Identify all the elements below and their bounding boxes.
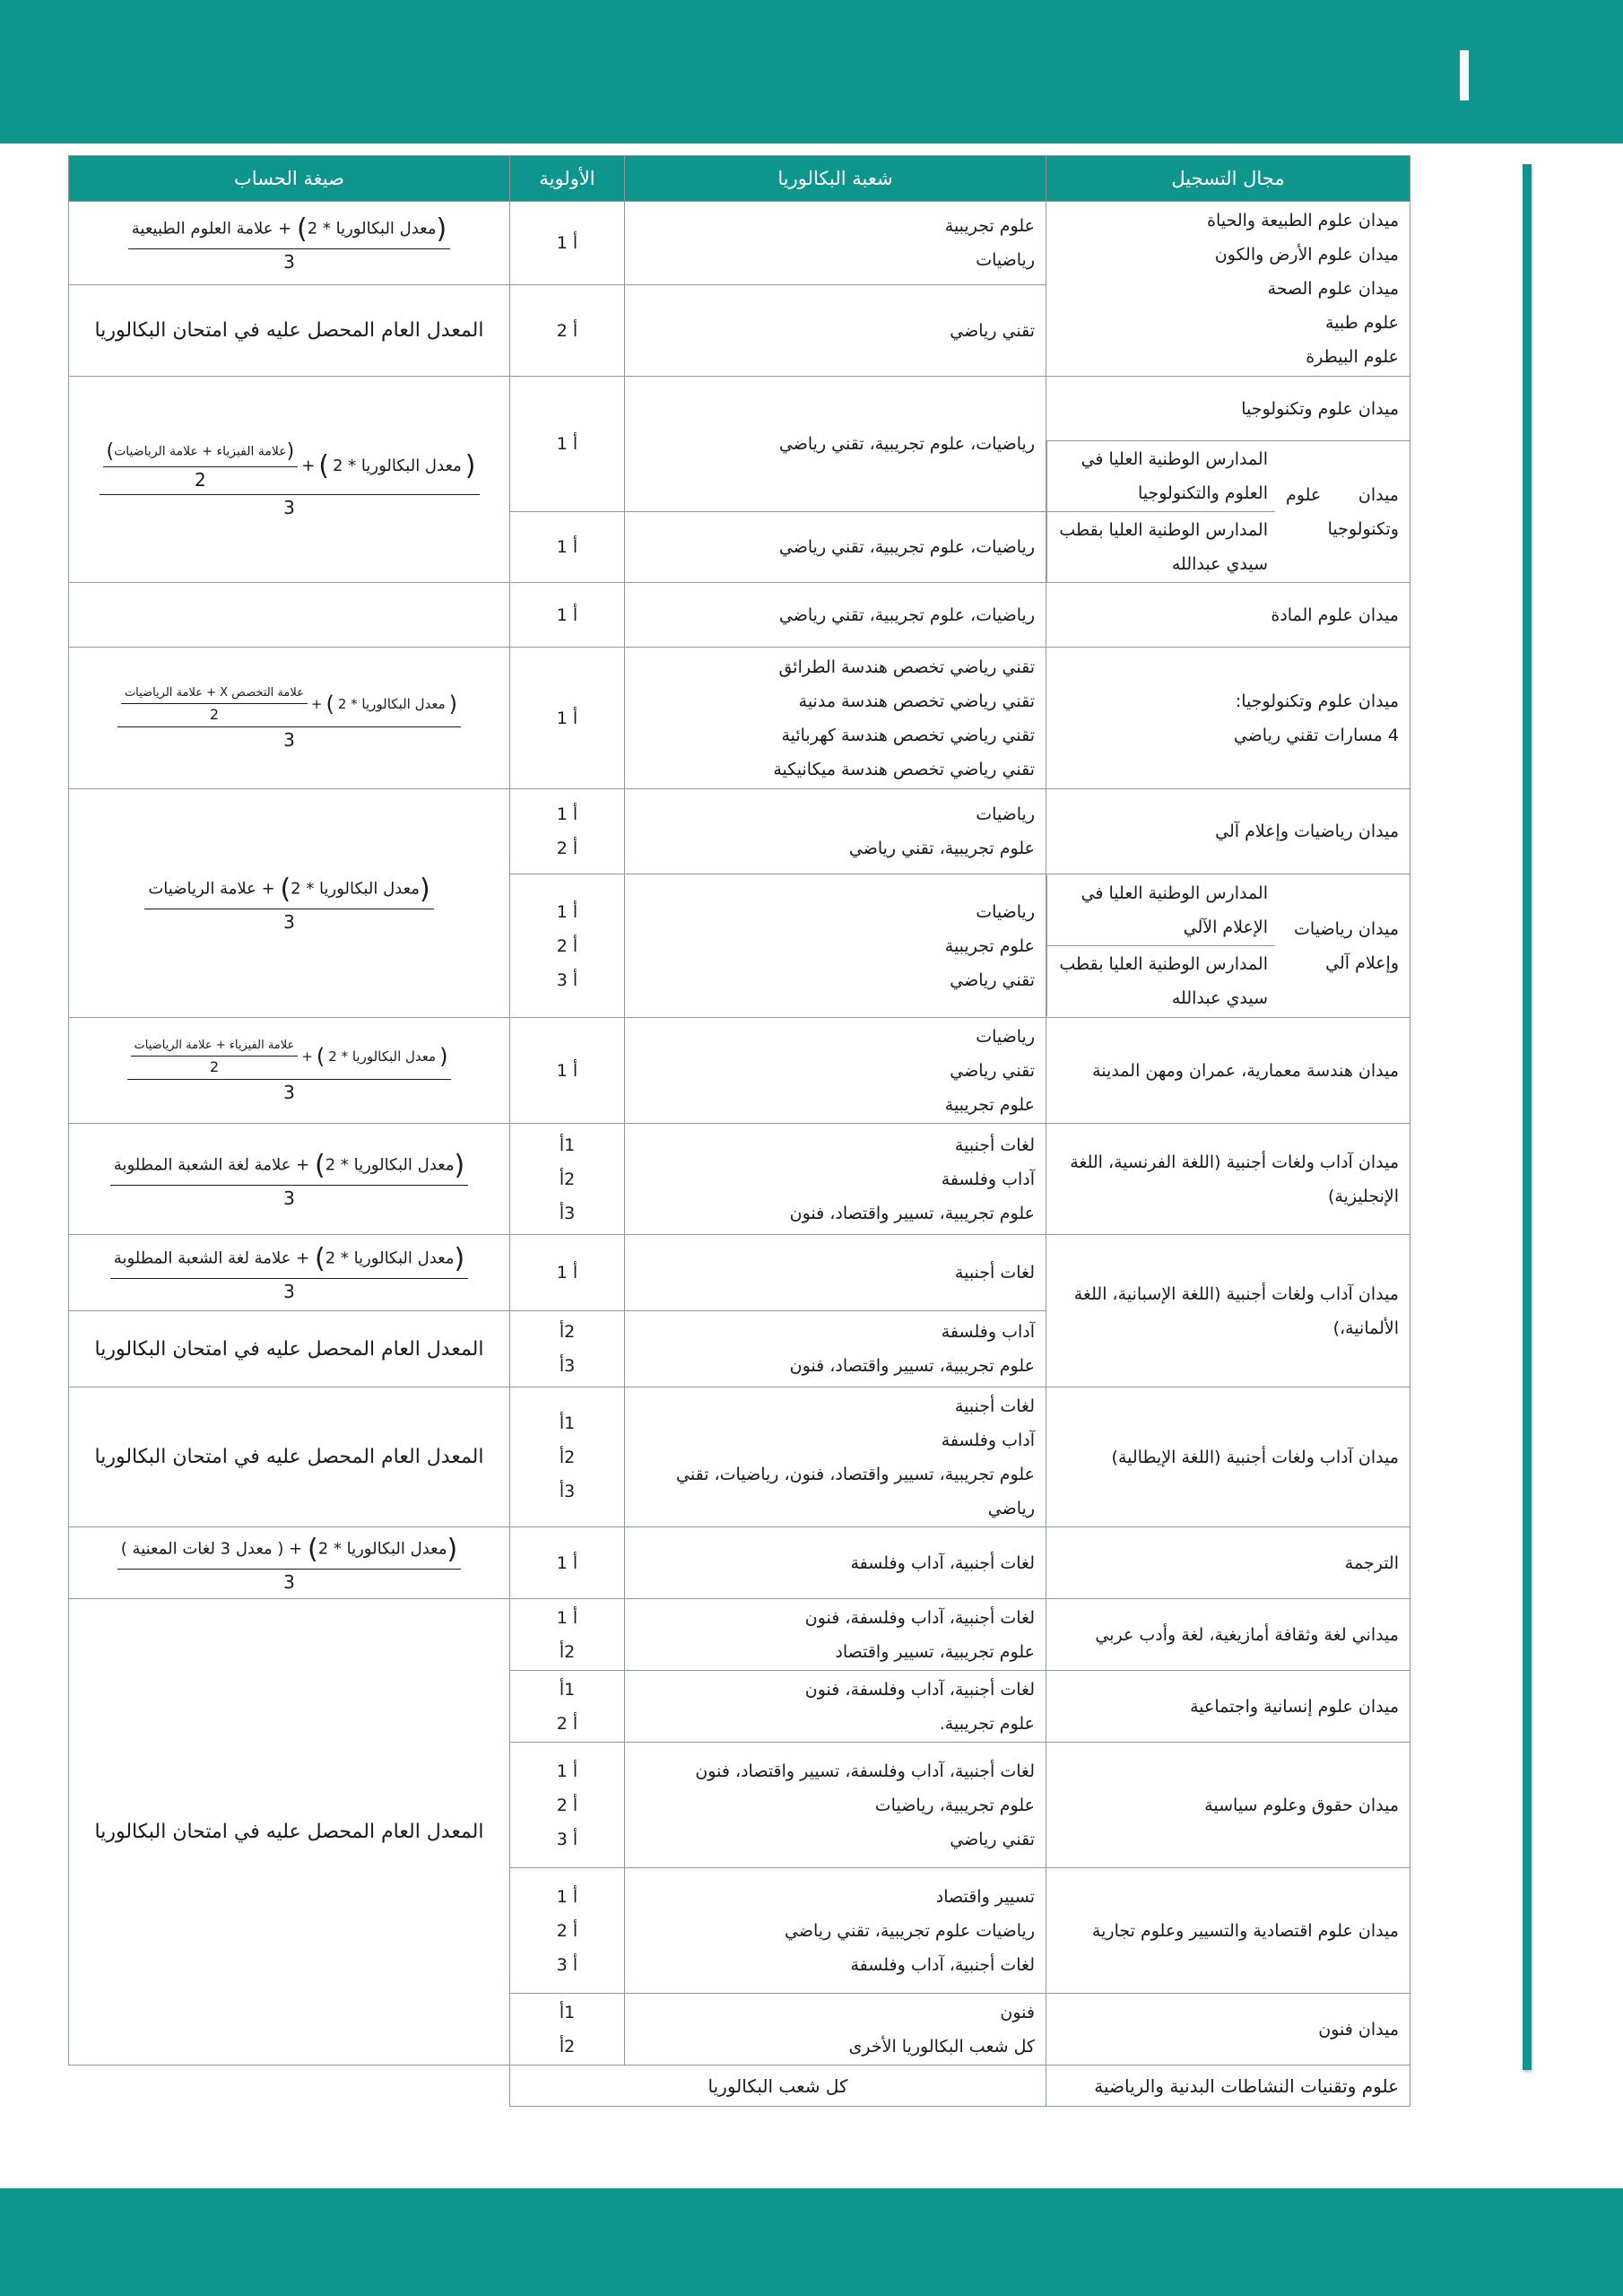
priority-cell: أ 1 <box>510 1527 625 1599</box>
bac-stream-label: كل شعب البكالوريا الأخرى <box>848 2036 1035 2057</box>
priority-label: 2أ <box>559 1322 576 1342</box>
bac-cell <box>625 1743 1046 1868</box>
bac-stream-label: علوم تجريبية، تسيير واقتصاد، فنون <box>789 1203 1035 1223</box>
field-cell <box>1046 648 1410 789</box>
table-row <box>69 1387 1410 1527</box>
col-header-formula: صيغة الحساب <box>69 156 510 202</box>
bac-stream-label: لغات أجنبية، آداب وفلسفة <box>850 1552 1035 1573</box>
field-label: ميدان علوم إنسانية واجتماعية <box>1190 1696 1399 1717</box>
bac-stream-label: لغات أجنبية، آداب وفلسفة، فنون <box>804 1607 1035 1628</box>
formula-term: + علامة الرياضيات <box>148 879 275 899</box>
bac-cell <box>625 377 1046 512</box>
priority-label: أ 1 <box>556 804 578 824</box>
bac-stream-label: رياضيات <box>976 901 1035 922</box>
bac-stream-label: تقني رياضي <box>950 1829 1035 1849</box>
formula-denominator: 3 <box>283 1081 295 1103</box>
formula-cell <box>69 377 510 583</box>
bac-stream-label: علوم تجريبية <box>944 216 1035 236</box>
formula-cell: المعدل العام المحصل عليه في امتحان البكالوريا <box>69 1387 510 1527</box>
bac-stream-label: فنون <box>1000 2002 1035 2022</box>
formula-cell <box>69 789 510 1018</box>
table-row <box>69 377 1410 441</box>
field-label: علوم وتقنيات النشاطات البدنية والرياضية <box>1094 2074 1399 2097</box>
formula-denominator: 3 <box>283 1281 295 1302</box>
priority-label: أ 3 <box>556 1829 578 1849</box>
field-cell <box>1046 1124 1410 1235</box>
field-label: الترجمة <box>1344 1552 1399 1573</box>
bac-stream-label: علوم تجريبية، تسيير واقتصاد <box>835 1641 1035 1662</box>
school-label: المدارس الوطنية العليا بقطب سيدي عبدالله <box>1047 946 1276 1017</box>
formula-denominator: 3 <box>283 911 295 933</box>
bac-stream-label: تسيير واقتصاد <box>935 1886 1035 1907</box>
formula-denominator: 3 <box>283 728 295 751</box>
col-header-priority: الأولوية <box>510 156 625 202</box>
bac-stream-label: لغات أجنبية، آداب وفلسفة <box>850 1954 1035 1975</box>
priority-cell: أ 1 <box>510 377 625 512</box>
side-accent-line <box>1523 164 1532 2070</box>
formula-fraction: $\frac{\text{(معدل البكالوريا * 2) + علامة العلوم الطبيعية}}{3}$ <box>128 213 450 273</box>
bac-stream-label: آداب وفلسفة <box>941 1169 1035 1189</box>
school-label: المدارس الوطنية العليا في الإعلام الآلي <box>1047 875 1276 946</box>
field-label: ميدان علوم الأرض والكون <box>1214 245 1399 265</box>
field-cell <box>1275 441 1410 582</box>
bac-stream-label: كل شعب البكالوريا <box>707 2074 848 2097</box>
field-label: علوم طبية <box>1324 313 1399 333</box>
formula-term: + ( معدل 3 لغات المعنية ) <box>120 1539 303 1558</box>
priority-cell <box>510 1671 625 1743</box>
formula-cell <box>69 648 510 789</box>
bac-cell <box>625 1994 1046 2066</box>
formula-term: + علامة لغة الشعبة المطلوبة <box>113 1248 310 1268</box>
formula-cell <box>69 1124 510 1235</box>
table-row <box>69 583 1410 648</box>
bac-cell <box>625 789 1046 874</box>
formula-term: + علامة العلوم الطبيعية <box>131 219 292 239</box>
field-cell <box>1046 377 1410 441</box>
bac-cell <box>625 512 1046 583</box>
bac-stream-label: رياضيات <box>976 1026 1035 1047</box>
priority-cell <box>510 1311 625 1387</box>
priority-label: 2أ <box>559 2036 576 2057</box>
bac-cell <box>625 1671 1046 1743</box>
formula-fraction: ( معدل البكالوريا * 2 ) + $\frac{\text{علامة الفيزياء + علامة الرياضيات}}{2}$ 3 <box>127 1039 452 1103</box>
bac-stream-label: رياضيات، علوم تجريبية، تقني رياضي <box>778 434 1035 454</box>
priority-label: أ 1 <box>556 1886 578 1907</box>
priority-label: 3أ <box>559 1203 576 1223</box>
field-label: ميدان علوم اقتصادية والتسيير وعلوم تجارية <box>1091 1920 1399 1941</box>
formula-fraction: ( معدل البكالوريا * 2 ) + $\frac{\text{علامة التخصص X + علامة الرياضيات}}{2}$ 3 <box>117 686 461 751</box>
formula-term: علامة الفيزياء + علامة الرياضيات <box>114 444 287 459</box>
bac-cell <box>625 1387 1046 1527</box>
priority-cell <box>510 1387 625 1527</box>
bac-stream-label: تقني رياضي تخصص هندسة مدنية <box>798 691 1035 711</box>
col-header-field: مجال التسجيل <box>1046 156 1410 202</box>
page-header-band <box>0 0 1623 144</box>
priority-label: أ 1 <box>556 1607 578 1628</box>
formula-cell: المعدل العام المحصل عليه في امتحان البكالوريا <box>69 1599 510 2066</box>
bac-stream-label: علوم تجريبية، تقني رياضي <box>848 839 1035 858</box>
col-header-bac-stream: شعبة البكالوريا <box>625 156 1046 202</box>
priority-cell: أ 1 <box>510 1018 625 1124</box>
formula-fraction: ( معدل البكالوريا * 2 ) + $\frac{\text{(علامة الفيزياء + علامة الرياضيات)}}{2}$ 3 <box>100 440 480 518</box>
field-cell <box>1046 1599 1410 1671</box>
priority-cell: أ 1 <box>510 1235 625 1311</box>
bac-stream-label: علوم تجريبية، تسيير واقتصاد، فنون، رياضيات، تقني رياضي <box>676 1464 1035 1518</box>
formula-term: معدل البكالوريا * 2 <box>328 1048 437 1065</box>
field-cell <box>1046 202 1410 377</box>
field-cell <box>1046 1994 1410 2066</box>
registration-table <box>68 155 1410 2107</box>
priority-label: أ 3 <box>556 970 578 990</box>
priority-label: 1أ <box>559 2002 576 2022</box>
bac-cell <box>625 583 1046 648</box>
bac-stream-label: رياضيات <box>976 804 1035 824</box>
table-row <box>69 1235 1410 1311</box>
page-footer-band <box>0 2188 1623 2296</box>
formula-denominator: 3 <box>283 251 295 273</box>
priority-cell: أ 1 <box>510 648 625 789</box>
priority-cell <box>510 1868 625 1994</box>
priority-cell <box>510 1743 625 1868</box>
priority-cell: أ 1 <box>510 583 625 648</box>
priority-label: أ 2 <box>556 1920 578 1941</box>
bac-stream-label: رياضيات علوم تجريبية، تقني رياضي <box>785 1920 1035 1941</box>
formula-fraction: $\frac{\text{(معدل البكالوريا * 2) + علامة لغة الشعبة المطلوبة}}{3}$ <box>110 1150 468 1209</box>
formula-term: معدل البكالوريا * 2 <box>333 456 462 475</box>
formula-term: معدل البكالوريا * 2 <box>317 1539 447 1558</box>
formula-fraction: $\frac{\text{(معدل البكالوريا * 2) + علامة الرياضيات}}{3}$ <box>144 874 433 933</box>
field-cell <box>1275 875 1410 1016</box>
priority-label: 1أ <box>559 1135 576 1155</box>
priority-cell: أ 1 <box>510 512 625 583</box>
formula-cell <box>69 202 510 285</box>
table-row <box>69 1018 1410 1124</box>
field-cell <box>1046 874 1410 1018</box>
field-cell <box>1046 1018 1410 1124</box>
table-header-row <box>69 156 1410 202</box>
field-label: ميدان رياضيات وإعلام آلي <box>1294 918 1399 973</box>
bac-stream-label: لغات أجنبية <box>954 1396 1035 1416</box>
field-cell <box>1046 1743 1410 1868</box>
formula-cell <box>69 2066 510 2107</box>
school-label: المدارس الوطنية العليا في العلوم والتكنولوجيا <box>1047 441 1276 512</box>
priority-label: 3أ <box>559 1481 576 1501</box>
table-row <box>69 2066 1410 2107</box>
priority-cell <box>510 789 625 874</box>
formula-inner-fraction <box>131 1039 299 1075</box>
bac-cell <box>625 1311 1046 1387</box>
bac-cell <box>625 1527 1046 1599</box>
bac-cell <box>625 1235 1046 1311</box>
priority-cell: أ 1 <box>510 202 625 285</box>
field-cell <box>1046 441 1410 583</box>
bac-stream-label: تقني رياضي تخصص هندسة كهربائية <box>781 725 1035 745</box>
bac-stream-label: علوم تجريبية <box>944 935 1035 956</box>
formula-denominator: 3 <box>283 497 295 518</box>
bac-stream-label: آداب وفلسفة <box>941 1322 1035 1342</box>
priority-cell <box>510 1994 625 2066</box>
formula-cell: المعدل العام المحصل عليه في امتحان البكالوريا <box>69 285 510 377</box>
field-label: ميدان فنون <box>1318 2019 1399 2039</box>
bac-stream-label: تقني رياضي <box>950 1060 1035 1081</box>
field-label: ميدان آداب ولغات أجنبية (اللغة الإيطالية) <box>1111 1447 1399 1467</box>
bac-stream-label: علوم تجريبية، تسيير واقتصاد، فنون <box>789 1356 1035 1376</box>
table-row <box>69 1599 1410 1671</box>
field-label: ميدان آداب ولغات أجنبية (اللغة الإسبانية، اللغة الألمانية،) <box>1073 1283 1399 1338</box>
priority-label: 1أ <box>559 1413 576 1433</box>
field-label: ميدان علوم وتكنولوجيا: <box>1235 691 1399 711</box>
formula-fraction: $\frac{\text{(معدل البكالوريا * 2) + ( معدل 3 لغات المعنية )}}{3}$ <box>117 1534 461 1593</box>
field-cell <box>1046 789 1410 874</box>
priority-cell <box>510 1599 625 1671</box>
priority-cell <box>510 1124 625 1235</box>
bac-stream-label: علوم تجريبية. <box>939 1713 1035 1734</box>
bac-cell <box>625 1124 1046 1235</box>
priority-label: أ 2 <box>556 839 578 858</box>
formula-cell <box>69 1527 510 1599</box>
field-cell <box>1046 1387 1410 1527</box>
bac-cell <box>625 1018 1046 1124</box>
priority-label: 1أ <box>559 1679 576 1700</box>
table-row <box>69 202 1410 285</box>
bac-stream-label: رياضيات، علوم تجريبية، تقني رياضي <box>778 604 1035 625</box>
formula-term: معدل البكالوريا * 2 <box>325 1155 455 1174</box>
bac-cell <box>625 1599 1046 1671</box>
table-row <box>69 1527 1410 1599</box>
field-cell <box>1046 1671 1410 1743</box>
field-label: علوم البيطرة <box>1306 347 1399 367</box>
bac-stream-label: لغات أجنبية <box>954 1263 1035 1283</box>
bac-stream-label: لغات أجنبية <box>954 1135 1035 1155</box>
formula-term: علامة الفيزياء + علامة الرياضيات <box>134 1038 295 1052</box>
formula-term: + علامة لغة الشعبة المطلوبة <box>113 1155 310 1174</box>
bac-stream-label: تقني رياضي <box>950 320 1035 341</box>
priority-cell: أ 2 <box>510 285 625 377</box>
field-label: 4 مسارات تقني رياضي <box>1233 725 1399 745</box>
section-mark <box>1460 50 1469 100</box>
priority-label: أ 1 <box>556 901 578 922</box>
priority-label: 2أ <box>559 1641 576 1662</box>
bac-stream-label: تقني رياضي تخصص هندسة الطرائق <box>778 657 1035 677</box>
nested-field-table <box>1046 441 1410 582</box>
formula-cell <box>69 1018 510 1124</box>
bac-stream-label: رياضيات، علوم تجريبية، تقني رياضي <box>778 537 1035 557</box>
formula-fraction: $\frac{\text{(معدل البكالوريا * 2) + علامة لغة الشعبة المطلوبة}}{3}$ <box>110 1243 468 1302</box>
formula-denominator: 2 <box>194 469 206 491</box>
formula-denominator: 2 <box>209 1057 220 1075</box>
bac-cell <box>510 2066 1046 2107</box>
bac-stream-label: تقني رياضي تخصص هندسة ميكانيكية <box>773 759 1035 779</box>
bac-cell <box>625 648 1046 789</box>
bac-stream-label: لغات أجنبية، آداب وفلسفة، تسيير واقتصاد، فنون <box>695 1761 1035 1781</box>
priority-label: أ 2 <box>556 935 578 956</box>
field-label: ميدان رياضيات وإعلام آلي <box>1215 822 1399 841</box>
bac-cell <box>625 202 1046 285</box>
formula-cell <box>69 583 510 648</box>
table-row <box>69 648 1410 789</box>
bac-cell <box>625 874 1046 1018</box>
formula-term: معدل البكالوريا * 2 <box>291 879 420 899</box>
field-label: ميدان علوم المادة <box>1271 604 1399 625</box>
formula-cell <box>69 1235 510 1311</box>
priority-label: أ 1 <box>556 1761 578 1781</box>
field-label: ميدان علوم وتكنولوجيا <box>1286 484 1399 539</box>
field-label: ميداني لغة وثقافة أمازيغية، لغة وأدب عربي <box>1095 1624 1399 1645</box>
bac-stream-label: علوم تجريبية <box>944 1094 1035 1115</box>
formula-inner-fraction: $\frac{\text{(علامة الفيزياء + علامة الرياضيات)}}{2}$ <box>103 440 299 491</box>
field-cell <box>1046 1868 1410 1994</box>
field-cell <box>1046 583 1410 648</box>
priority-cell <box>510 874 625 1018</box>
bac-stream-label: آداب وفلسفة <box>941 1430 1035 1450</box>
table-row <box>69 789 1410 874</box>
field-cell <box>1046 1235 1410 1387</box>
field-label: ميدان علوم الصحة <box>1267 279 1399 299</box>
field-cell <box>1046 1527 1410 1599</box>
formula-cell: المعدل العام المحصل عليه في امتحان البكالوريا <box>69 1311 510 1387</box>
formula-inner-fraction <box>121 686 308 723</box>
field-cell <box>1046 2066 1410 2107</box>
field-label: ميدان هندسة معمارية، عمران ومهن المدينة <box>1092 1060 1399 1081</box>
priority-label: أ 2 <box>556 1795 578 1815</box>
bac-stream-label: رياضيات <box>976 250 1035 270</box>
table-row <box>69 1124 1410 1235</box>
field-label: ميدان علوم الطبيعة والحياة <box>1207 211 1399 230</box>
formula-term: معدل البكالوريا * 2 <box>337 696 446 712</box>
bac-cell <box>625 285 1046 377</box>
formula-term: علامة التخصص X + علامة الرياضيات <box>124 685 304 700</box>
priority-label: 2أ <box>559 1447 576 1467</box>
school-label: المدارس الوطنية العليا بقطب سيدي عبدالله <box>1047 512 1276 583</box>
field-label: ميدان آداب ولغات أجنبية (اللغة الفرنسية، اللغة الإنجليزية) <box>1070 1152 1399 1206</box>
formula-term: معدل البكالوريا * 2 <box>307 219 437 239</box>
formula-denominator: 3 <box>283 1187 295 1209</box>
priority-label: أ 2 <box>556 1713 578 1734</box>
bac-stream-label: علوم تجريبية، رياضيات <box>874 1795 1035 1815</box>
field-label: ميدان علوم وتكنولوجيا <box>1241 398 1399 419</box>
priority-label: 3أ <box>559 1356 576 1376</box>
priority-label: أ 3 <box>556 1954 578 1975</box>
bac-cell <box>625 1868 1046 1994</box>
formula-term: معدل البكالوريا * 2 <box>325 1248 455 1268</box>
nested-field-table <box>1046 875 1410 1016</box>
priority-label: 2أ <box>559 1169 576 1189</box>
bac-stream-label: لغات أجنبية، آداب وفلسفة، فنون <box>804 1679 1035 1700</box>
formula-denominator: 2 <box>209 705 220 723</box>
field-label: ميدان حقوق وعلوم سياسية <box>1204 1795 1399 1815</box>
bac-stream-label: تقني رياضي <box>950 970 1035 990</box>
formula-denominator: 3 <box>283 1570 295 1593</box>
